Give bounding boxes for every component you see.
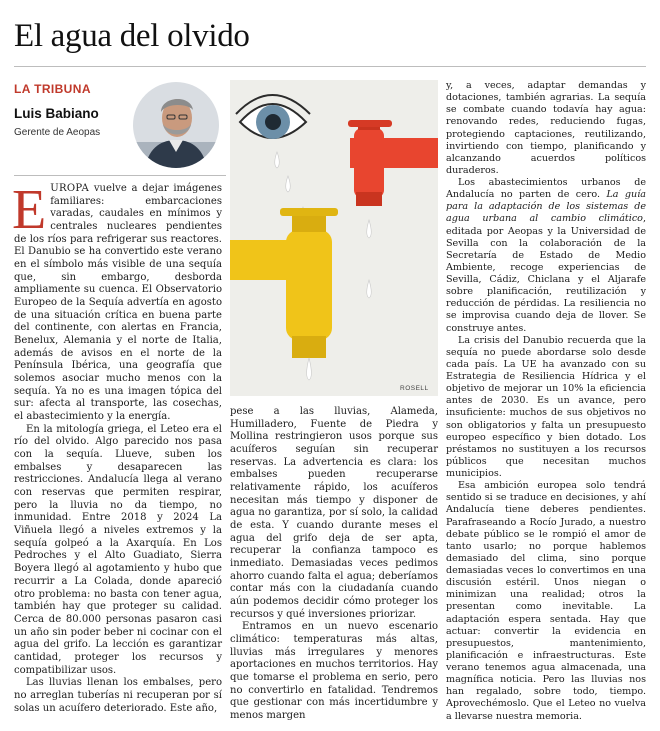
author-photo <box>133 82 219 168</box>
paragraph: y, a veces, adaptar demandas y dotaciones, también agrarias. La sequía se combate cuando todavía hay agua: renovando redes, reduciendo fugas, protegiendo captaciones, reutilizando, invirtiendo con tiempo, planificando y alcanzando acuerdos políticos duraderos. <box>446 80 646 176</box>
guide-title: La guía para la adaptación de los sistemas de agua urbana al cambio climático <box>446 189 646 225</box>
illustration-credit: ROSELL <box>400 385 429 392</box>
editorial-illustration <box>230 80 438 396</box>
paragraph <box>446 177 646 335</box>
paragraph-text: Los abastecimientos urbanos de Andalucía no parten de cero. <box>446 177 646 201</box>
paragraph: La crisis del Danubio recuerda que la sequía no puede abordarse solo desde cada país. La UE ha avanzado con su Estrategia de Resiliencia Hídrica y el objetivo de mejorar un 10% la eficiencia antes de 2030. Es un avance, pero insuficiente: muchos de sus objetivos no son obligatorios y falta un presupuesto europeo específico y bien dotado. Los préstamos no sustituyen a los recursos públicos que necesitan muchos municipios. <box>446 334 646 479</box>
article-column-3 <box>446 80 646 723</box>
article-column-1 <box>12 179 222 715</box>
drop-cap: E <box>12 179 47 241</box>
paragraph <box>12 179 222 424</box>
article-column-2 <box>230 406 438 723</box>
section-label: LA TRIBUNA <box>14 82 91 96</box>
author-role: Gerente de Aeopas <box>14 127 101 138</box>
headline-rule <box>14 66 646 67</box>
headline: El agua del olvido <box>14 18 250 54</box>
paragraph: Esa ambición europea solo tendrá sentido si se traduce en decisiones, y ahí Andalucía tiene deberes pendientes. Parafraseando a Rocío Jurado, a nuestro debate público se le rompió el amor de tanto usarlo; no porque hablemos demasiado del clima, sino porque demasiadas veces lo convertimos en una discusión estéril. Unos niegan o minimizan una realidad; otros la presentan como inevitable. La adaptación espera sentada. Hay que actuar: convertir la evidencia en presupuestos, mantenimiento, planificación e infraestructuras. Este verano tenemos agua almacenada, una magnífica noticia. Pero las lluvias nos han regalado, sobre todo, tiempo. Aprovechémoslo. Que el Leteo no vuelva a llevarse nuestra memoria. <box>446 480 646 722</box>
paragraph: Entramos en un nuevo escenario climático: temperaturas más altas, lluvias más irregulares y menores aportaciones en muchos territorios. Hay que tomarse el problema en serio, pero no convertirlo en fatalidad. Tendremos que gestionar con más incertidumbre y menos margen <box>230 621 438 722</box>
author-name: Luis Babiano <box>14 106 99 121</box>
paragraph: pese a las lluvias, Alameda, Humilladero, Fuente de Piedra y Mollina restringieron usos porque sus acuíferos seguían sin recuperar reservas. La advertencia es clara: los embalses pueden recuperarse relativamente rápido, los acuíferos necesitan más tiempo y disponer de agua no garantiza, por sí solo, la calidad de esta. Y cuando durante meses el agua del grifo deja de ser apta, recuperar la confianza tampoco es inmediato. Demasiadas veces pedimos ahorro cuando falta el agua; deberíamos contar más con la ciudadanía cuando aún podemos decidir cómo proteger los recursos y qué inversiones priorizar. <box>230 406 438 620</box>
paragraph-text: , editada por Aeopas y la Universidad de Sevilla con la colaboración de la Secretaría de Estado de Medio Ambiente, recoge experiencias de Sevilla, Cádiz, Chiclana y el Aljarafe sobre planificación, reutilización y reducción de pérdidas. La resiliencia no se improvisa cuando deja de llover. Se construye antes. <box>446 213 646 334</box>
lead-in: UROPA <box>50 183 90 194</box>
body-rule <box>14 175 226 176</box>
paragraph-text: vuelve a dejar imágenes familiares: embarcaciones varadas, caudales en mínimos y centrales nucleares pendientes de los ríos para refrigerar sus reactores. El Danubio se ha convertido este verano en el símbolo más visible de una sequía que, sin embargo, desborda ampliamente su cuenca. El Observatorio Europeo de la Sequía advertía en agosto de una situación crítica en buena parte del continente, con alertas en Francia, Benelux, Alemania y el norte de Italia, además de avisos en el norte de la Península Ibérica, una geografía que solemos asociar mucho menos con la sequía. Ya no es una imagen tópica del sur: afecta al transporte, las cosechas, el abastecimiento y la energía. <box>14 183 222 423</box>
paragraph: Las lluvias llenan los embalses, pero no arreglan tuberías ni recuperan por sí solas un acuífero deteriorado. Este año, <box>14 677 222 714</box>
paragraph: En la mitología griega, el Leteo era el río del olvido. Algo parecido nos pasa con la sequía. Llueve, suben los embalses y desaparecen las restricciones. Andalucía llega al verano con reservas que permiten respirar, pero la lluvia no da tiempo, no inmunidad. Entre 2018 y 2024 La Viñuela llegó a niveles extremos y la sequía golpeó a la Axarquía. En Los Pedroches y el Alto Guadiato, Sierra Boyera llegó al agotamiento y hubo que recurrir a La Colada, donde apareció otro problema: no basta con tener agua, también hay que proteger su calidad. Cerca de 80.000 personas pasaron casi un año sin poder beber ni cocinar con el agua del grifo. La lección es garantizar cantidad, proteger los recursos y compatibilizar usos. <box>14 423 222 676</box>
